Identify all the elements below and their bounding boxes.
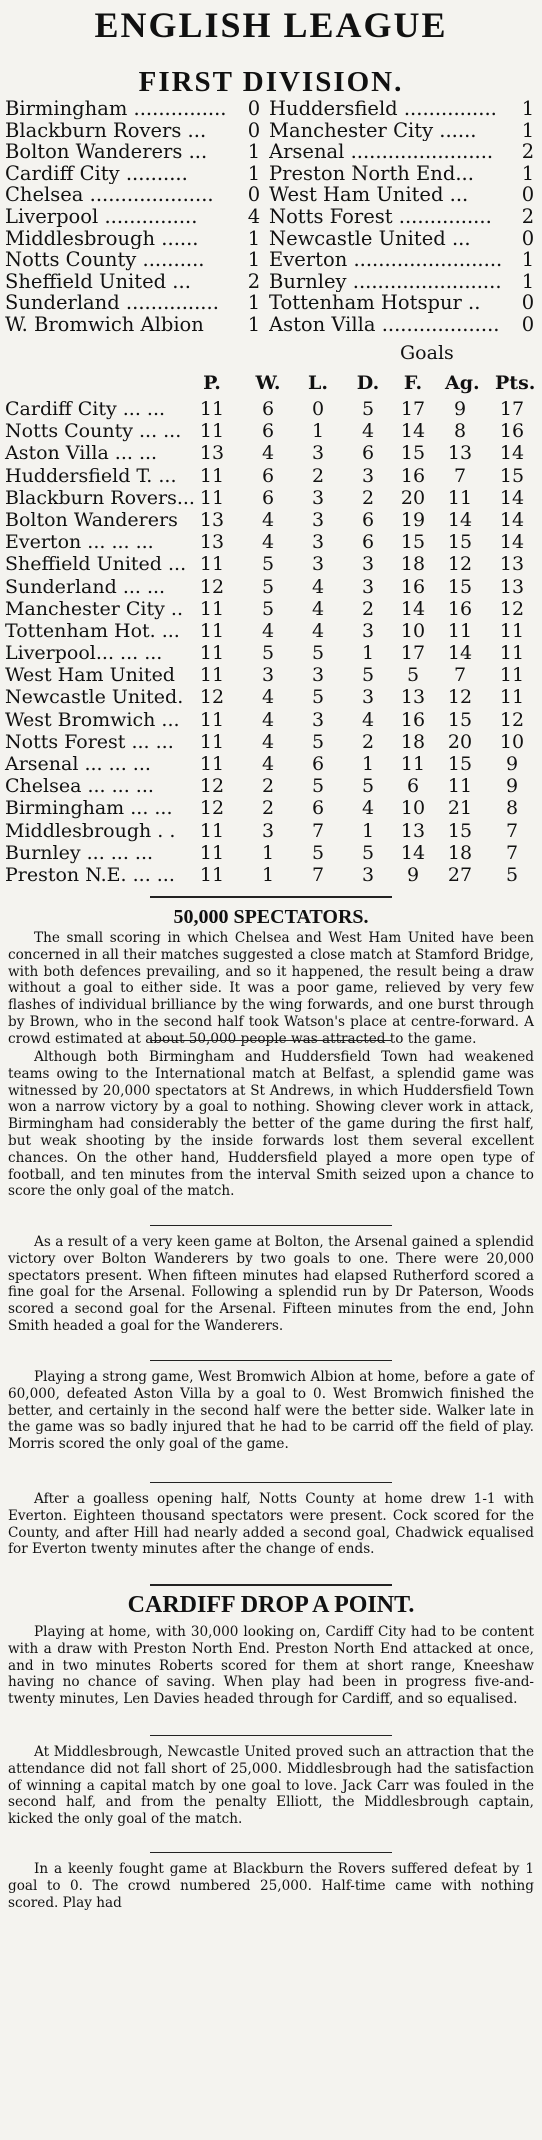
result-row — [5, 98, 537, 120]
away-team: Huddersfield ............... — [269, 98, 497, 120]
article-paragraph: Playing at home, with 30,000 looking on, Cardiff City had to be content with a draw with Preston North End. Preston North End attacked at once, and in two minutes Roberts scored for them at short range, Kneeshaw having no chance of saving. When play had been in progress five-and-twenty minutes, Len Davies headed through for Cardiff, and so equalised. — [8, 1624, 534, 1708]
home-team: Chelsea .................... — [5, 184, 214, 206]
played: 11 — [199, 420, 225, 443]
table-row — [5, 753, 537, 775]
lost: 2 — [311, 464, 325, 487]
points: 12 — [499, 708, 525, 731]
drawn: 4 — [361, 708, 375, 731]
lost: 5 — [311, 730, 325, 753]
goals-for: 10 — [400, 619, 426, 642]
table-header — [5, 372, 537, 398]
played: 11 — [199, 664, 225, 687]
drawn: 3 — [361, 464, 375, 487]
table-row — [5, 398, 537, 420]
home-score: 0 — [247, 97, 261, 120]
goals-for: 18 — [400, 553, 426, 576]
table-row — [5, 642, 537, 664]
won: 1 — [261, 863, 275, 886]
away-score: 0 — [521, 226, 535, 250]
home-team: Liverpool ............... — [5, 205, 198, 228]
team-name: Burnley ... ... ... — [5, 841, 154, 864]
results-list — [5, 98, 537, 336]
away-score: 0 — [521, 291, 535, 315]
table-row — [5, 576, 537, 598]
divider — [150, 896, 392, 898]
header-against: Ag. — [445, 372, 480, 394]
table-row — [5, 442, 537, 464]
goals-for: 14 — [400, 420, 426, 443]
won: 5 — [261, 575, 275, 598]
played: 11 — [199, 486, 225, 509]
home-score: 0 — [247, 183, 261, 207]
drawn: 3 — [361, 575, 375, 598]
points: 5 — [505, 863, 519, 886]
points: 7 — [505, 819, 519, 842]
away-team: Manchester City ...... — [269, 119, 477, 142]
goals-label: Goals — [400, 342, 454, 364]
table-row — [5, 420, 537, 442]
lost: 6 — [311, 797, 325, 820]
goals-for: 14 — [400, 841, 426, 864]
played: 12 — [199, 797, 225, 820]
home-score: 1 — [247, 140, 261, 164]
away-team: Arsenal ....................... — [269, 141, 494, 163]
article-paragraph: Although both Birmingham and Huddersfield Town had weakened teams owing to the International match at Belfast, a splendid game was witnessed by 20,000 spectators at St Andrews, in which Huddersfield Town won a narrow victory by a goal to nothing. Showing clever work in attack, Birmingham had considerably the better of the game during the first half, but weak shooting by the inside forwards lost them several excellent chances. On the other hand, Huddersfield played a more open type of football, and ten minutes from the interval Smith seized upon a chance to score the only goal of the match. — [8, 1049, 534, 1200]
away-team: Newcastle United ... — [269, 227, 471, 250]
played: 12 — [199, 686, 225, 709]
drawn: 6 — [361, 442, 375, 465]
played: 12 — [199, 775, 225, 798]
away-score: 1 — [521, 269, 535, 293]
played: 11 — [199, 398, 225, 420]
drawn: 5 — [361, 664, 375, 687]
home-team: Birmingham ............... — [5, 98, 227, 120]
goals-for: 19 — [400, 508, 426, 531]
table-row — [5, 864, 537, 886]
table-row — [5, 598, 537, 620]
goals-for: 10 — [400, 797, 426, 820]
played: 11 — [199, 863, 225, 886]
team-name: Notts Forest ... ... — [5, 730, 174, 753]
divider — [150, 1482, 392, 1483]
away-score: 1 — [521, 97, 535, 120]
divider — [150, 1040, 392, 1041]
played: 13 — [199, 508, 225, 531]
table-row — [5, 553, 537, 575]
goals-against: 12 — [447, 553, 473, 576]
table-row — [5, 709, 537, 731]
table-row — [5, 686, 537, 708]
away-score: 2 — [521, 204, 535, 228]
home-score: 1 — [247, 312, 261, 336]
drawn: 1 — [361, 642, 375, 665]
divider — [150, 1852, 392, 1853]
won: 3 — [261, 819, 275, 842]
won: 2 — [261, 775, 275, 798]
lost: 4 — [311, 619, 325, 642]
won: 4 — [261, 753, 275, 775]
table-row — [5, 465, 537, 487]
won: 5 — [261, 642, 275, 665]
team-name: Bolton Wanderers — [5, 508, 178, 531]
won: 6 — [261, 398, 275, 420]
drawn: 4 — [361, 420, 375, 443]
lost: 7 — [311, 819, 325, 842]
goals-for: 17 — [400, 642, 426, 665]
drawn: 1 — [361, 753, 375, 775]
won: 4 — [261, 708, 275, 731]
away-team: Burnley ........................ — [269, 270, 502, 293]
goals-for: 18 — [400, 730, 426, 753]
result-row — [5, 163, 537, 185]
won: 4 — [261, 508, 275, 531]
won: 1 — [261, 841, 275, 864]
points: 9 — [505, 753, 519, 775]
lost: 3 — [311, 442, 325, 465]
away-team: Tottenham Hotspur .. — [269, 292, 481, 314]
points: 14 — [499, 486, 525, 509]
lost: 5 — [311, 775, 325, 798]
away-team: Everton ........................ — [269, 249, 503, 271]
section-heading-spectators: 50,000 SPECTATORS. — [173, 906, 369, 928]
goals-for: 14 — [400, 597, 426, 620]
league-table — [5, 398, 537, 886]
away-score: 1 — [521, 118, 535, 142]
divider — [150, 1360, 392, 1361]
table-row — [5, 620, 537, 642]
goals-for: 15 — [400, 442, 426, 465]
away-team: Notts Forest ............... — [269, 205, 492, 228]
team-name: Aston Villa ... ... — [5, 442, 158, 465]
team-name: West Ham United — [5, 664, 175, 687]
drawn: 3 — [361, 863, 375, 886]
won: 3 — [261, 664, 275, 687]
header-points: Pts. — [495, 372, 536, 394]
home-team: Cardiff City .......... — [5, 162, 188, 185]
played: 11 — [199, 619, 225, 642]
home-team: Blackburn Rovers ... — [5, 119, 207, 142]
team-name: Sunderland ... ... — [5, 575, 166, 598]
result-row — [5, 314, 537, 336]
away-team: Preston North End... — [269, 162, 474, 185]
won: 2 — [261, 797, 275, 820]
points: 11 — [499, 664, 525, 687]
result-row — [5, 206, 537, 228]
goals-for: 16 — [400, 575, 426, 598]
article-paragraph: As a result of a very keen game at Bolton, the Arsenal gained a splendid victory over Bolton Wanderers by two goals to one. There were 20,000 spectators present. When fifteen minutes had elapsed Rutherford scored a fine goal for the Arsenal. Following a splendid run by Dr Paterson, Woods scored a second goal for the Arsenal. Fifteen minutes from the end, John Smith headed a goal for the Wanderers. — [8, 1234, 534, 1334]
drawn: 3 — [361, 686, 375, 709]
won: 4 — [261, 442, 275, 465]
points: 8 — [505, 797, 519, 820]
lost: 3 — [311, 708, 325, 731]
header-won: W. — [255, 372, 281, 394]
drawn: 4 — [361, 797, 375, 820]
drawn: 3 — [361, 553, 375, 576]
goals-against: 8 — [453, 420, 467, 443]
points: 12 — [499, 597, 525, 620]
home-team: W. Bromwich Albion — [5, 313, 204, 336]
played: 11 — [199, 753, 225, 775]
header-for: F. — [403, 372, 423, 394]
team-name: Arsenal ... ... ... — [5, 753, 151, 775]
article-paragraph: At Middlesbrough, Newcastle United proved such an attraction that the attendance did not fall short of 25,000. Middlesbrough had the satisfaction of winning a capital match by one goal to love. Jack Carr was fouled in the second half, and from the penalty Elliott, the Middlesbrough captain, kicked the only goal of the match. — [8, 1744, 534, 1828]
goals-for: 20 — [400, 486, 426, 509]
team-name: Cardiff City ... ... — [5, 398, 166, 420]
drawn: 2 — [361, 597, 375, 620]
result-row — [5, 184, 537, 206]
drawn: 6 — [361, 508, 375, 531]
goals-against: 9 — [453, 398, 467, 420]
lost: 3 — [311, 508, 325, 531]
team-name: Newcastle United. — [5, 686, 184, 709]
lost: 7 — [311, 863, 325, 886]
team-name: Tottenham Hot. ... — [5, 619, 180, 642]
points: 11 — [499, 686, 525, 709]
team-name: Everton ... ... ... — [5, 531, 154, 554]
lost: 0 — [311, 398, 325, 420]
played: 12 — [199, 575, 225, 598]
goals-against: 11 — [447, 619, 473, 642]
division-title: FIRST DIVISION. — [138, 66, 404, 98]
away-score: 2 — [521, 140, 535, 164]
goals-against: 7 — [453, 464, 467, 487]
goals-against: 15 — [447, 531, 473, 554]
points: 14 — [499, 508, 525, 531]
article-paragraph: In a keenly fought game at Blackburn the Rovers suffered defeat by 1 goal to 0. The crowd numbered 25,000. Half-time came with nothing scored. Play had — [8, 1861, 534, 1911]
played: 11 — [199, 464, 225, 487]
lost: 3 — [311, 664, 325, 687]
home-score: 2 — [247, 269, 261, 293]
drawn: 5 — [361, 398, 375, 420]
drawn: 2 — [361, 486, 375, 509]
table-row — [5, 531, 537, 553]
team-name: Blackburn Rovers... — [5, 486, 195, 509]
lost: 1 — [311, 420, 325, 443]
team-name: Middlesbrough . . — [5, 819, 176, 842]
goals-for: 16 — [400, 464, 426, 487]
article-paragraph: After a goalless opening half, Notts County at home drew 1-1 with Everton. Eighteen thousand spectators were present. Cock scored for the County, and after Hill had nearly added a second goal, Chadwick equalised for Everton twenty minutes after the change of ends. — [8, 1491, 534, 1558]
home-team: Sunderland ............... — [5, 292, 219, 314]
goals-for: 17 — [400, 398, 426, 420]
home-team: Middlesbrough ...... — [5, 227, 199, 250]
team-name: Preston N.E. ... ... — [5, 863, 175, 886]
header-played: P. — [203, 372, 221, 394]
goals-against: 11 — [447, 775, 473, 798]
home-score: 1 — [247, 291, 261, 315]
won: 4 — [261, 730, 275, 753]
drawn: 1 — [361, 819, 375, 842]
played: 11 — [199, 819, 225, 842]
points: 15 — [499, 464, 525, 487]
drawn: 5 — [361, 775, 375, 798]
lost: 4 — [311, 597, 325, 620]
won: 4 — [261, 686, 275, 709]
goals-against: 16 — [447, 597, 473, 620]
points: 17 — [499, 398, 525, 420]
home-score: 4 — [247, 204, 261, 228]
article-paragraph: Playing a strong game, West Bromwich Albion at home, before a gate of 60,000, defeated Aston Villa by a goal to 0. West Bromwich finished the better, and certainly in the second half were the better side. Walker late in the game was so badly injured that he had to be carrid off the field of play. Morris scored the only goal of the game. — [8, 1369, 534, 1453]
won: 4 — [261, 619, 275, 642]
table-row — [5, 664, 537, 686]
lost: 5 — [311, 686, 325, 709]
won: 4 — [261, 531, 275, 554]
lost: 5 — [311, 642, 325, 665]
team-name: Manchester City .. — [5, 597, 183, 620]
team-name: Liverpool... ... ... — [5, 642, 163, 665]
goals-against: 14 — [447, 508, 473, 531]
goals-for: 16 — [400, 708, 426, 731]
table-row — [5, 487, 537, 509]
drawn: 2 — [361, 730, 375, 753]
home-team: Notts County .......... — [5, 249, 205, 271]
result-row — [5, 271, 537, 293]
goals-for: 13 — [400, 819, 426, 842]
points: 14 — [499, 531, 525, 554]
header-drawn: D. — [356, 372, 380, 394]
table-row — [5, 509, 537, 531]
points: 11 — [499, 642, 525, 665]
points: 9 — [505, 775, 519, 798]
divider — [150, 1735, 392, 1736]
points: 10 — [499, 730, 525, 753]
team-name: Birmingham ... ... — [5, 797, 173, 820]
away-score: 1 — [521, 161, 535, 185]
section-heading-cardiff: CARDIFF DROP A POINT. — [127, 1592, 415, 1618]
home-score: 1 — [247, 248, 261, 272]
away-score: 1 — [521, 248, 535, 272]
table-row — [5, 731, 537, 753]
team-name: Huddersfield T. ... — [5, 464, 177, 487]
points: 16 — [499, 420, 525, 443]
result-row — [5, 249, 537, 271]
played: 11 — [199, 597, 225, 620]
goals-for: 15 — [400, 531, 426, 554]
drawn: 6 — [361, 531, 375, 554]
played: 13 — [199, 442, 225, 465]
goals-for: 5 — [406, 664, 420, 687]
goals-for: 13 — [400, 686, 426, 709]
points: 14 — [499, 442, 525, 465]
drawn: 5 — [361, 841, 375, 864]
home-score: 0 — [247, 118, 261, 142]
home-team: Bolton Wanderers ... — [5, 141, 208, 163]
lost: 5 — [311, 841, 325, 864]
won: 5 — [261, 553, 275, 576]
lost: 3 — [311, 531, 325, 554]
goals-against: 13 — [447, 442, 473, 465]
goals-against: 11 — [447, 486, 473, 509]
played: 11 — [199, 553, 225, 576]
goals-for: 6 — [406, 775, 420, 798]
team-name: West Bromwich ... — [5, 708, 180, 731]
lost: 4 — [311, 575, 325, 598]
goals-against: 14 — [447, 642, 473, 665]
won: 6 — [261, 464, 275, 487]
won: 5 — [261, 597, 275, 620]
header-lost: L. — [308, 372, 328, 394]
table-row — [5, 820, 537, 842]
lost: 3 — [311, 553, 325, 576]
article-paragraph: The small scoring in which Chelsea and West Ham United have been concerned in all their matches suggested a close match at Stamford Bridge, with both defences prevailing, and so it happened, the result being a draw without a goal to either side. It was a poor game, relieved by very few flashes of individual brilliance by the wing forwards, and one burst through by Brown, who in the second half took Watson's place at centre-forward. A crowd estimated at about 50,000 people was attracted to the game. — [8, 930, 534, 1047]
won: 6 — [261, 486, 275, 509]
goals-against: 15 — [447, 708, 473, 731]
away-score: 0 — [521, 183, 535, 207]
won: 6 — [261, 420, 275, 443]
played: 13 — [199, 531, 225, 554]
goals-against: 7 — [453, 664, 467, 687]
goals-against: 15 — [447, 753, 473, 775]
goals-for: 9 — [406, 863, 420, 886]
away-score: 0 — [521, 312, 535, 336]
goals-against: 15 — [447, 819, 473, 842]
played: 11 — [199, 730, 225, 753]
result-row — [5, 141, 537, 163]
page-title: ENGLISH LEAGUE — [94, 5, 448, 45]
goals-for: 11 — [400, 753, 426, 775]
table-row — [5, 797, 537, 819]
drawn: 3 — [361, 619, 375, 642]
team-name: Notts County ... ... — [5, 420, 182, 443]
home-team: Sheffield United ... — [5, 270, 191, 293]
team-name: Sheffield United ... — [5, 553, 187, 576]
goals-against: 21 — [447, 797, 473, 820]
played: 11 — [199, 841, 225, 864]
goals-against: 15 — [447, 575, 473, 598]
goals-against: 20 — [447, 730, 473, 753]
lost: 3 — [311, 486, 325, 509]
home-score: 1 — [247, 161, 261, 185]
divider — [150, 1584, 392, 1586]
played: 11 — [199, 642, 225, 665]
table-row — [5, 775, 537, 797]
team-name: Chelsea ... ... ... — [5, 775, 154, 798]
table-row — [5, 842, 537, 864]
lost: 6 — [311, 753, 325, 775]
points: 13 — [499, 553, 525, 576]
goals-against: 27 — [447, 863, 473, 886]
points: 11 — [499, 619, 525, 642]
points: 7 — [505, 841, 519, 864]
points: 13 — [499, 575, 525, 598]
result-row — [5, 228, 537, 250]
divider — [150, 1225, 392, 1226]
away-team: Aston Villa ................... — [269, 313, 500, 336]
played: 11 — [199, 708, 225, 731]
result-row — [5, 120, 537, 142]
goals-against: 12 — [447, 686, 473, 709]
result-row — [5, 292, 537, 314]
away-team: West Ham United ... — [269, 184, 469, 206]
home-score: 1 — [247, 226, 261, 250]
goals-against: 18 — [447, 841, 473, 864]
